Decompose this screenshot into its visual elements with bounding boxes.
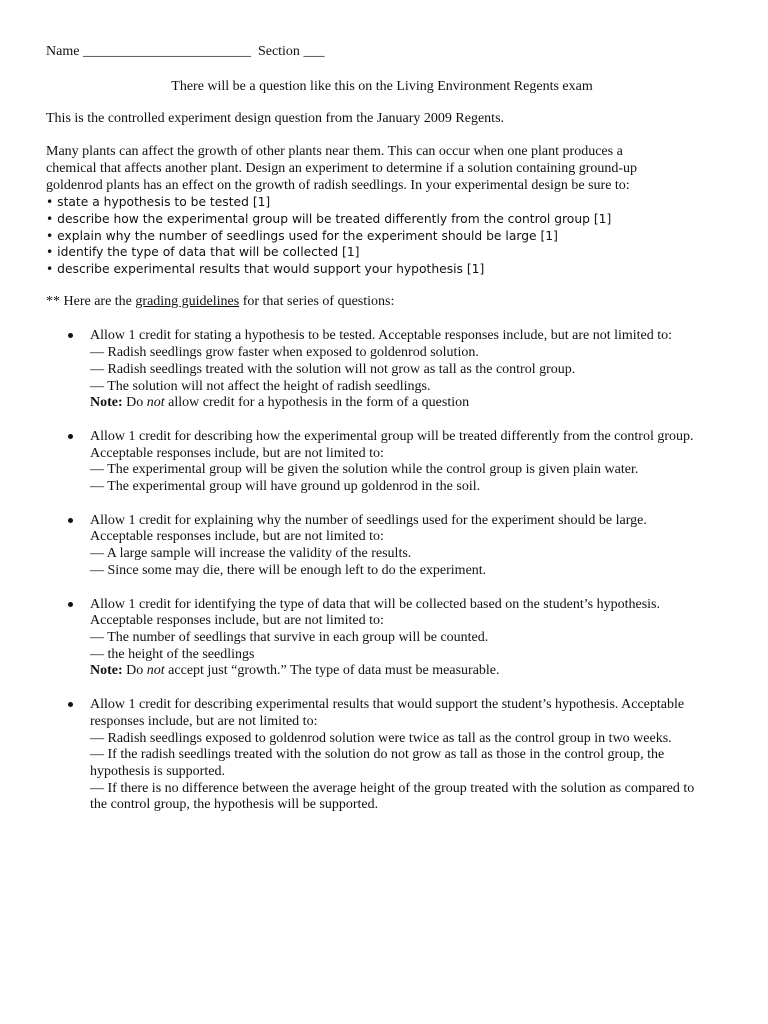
guideline-item	[46, 697, 718, 814]
note-label: Note:	[90, 395, 123, 411]
guideline-line: Allow 1 credit for describing experimental results that would support the student’s hypothesis. Acceptable	[90, 697, 685, 713]
section-label: Section	[257, 44, 300, 59]
guidelines-intro-suffix: for that series of questions:	[239, 293, 395, 309]
note-post: accept just “growth.” The type of data must be measurable.	[164, 663, 500, 679]
guidelines-intro-prefix: ** Here are the	[46, 293, 136, 309]
note-pre: Do	[122, 395, 147, 411]
page-title: There will be a question like this on the Living Environment Regents exam	[171, 78, 593, 94]
guideline-line: Allow 1 credit for identifying the type of data that will be collected based on the student’s hypothesis.	[90, 596, 660, 612]
grading-guidelines-list	[46, 328, 718, 814]
guideline-line: the control group, the hypothesis will be supported.	[90, 797, 379, 813]
requirement-item: • state a hypothesis to be tested [1]	[46, 195, 271, 210]
guideline-item	[46, 429, 718, 496]
guideline-line: — A large sample will increase the validity of the results.	[90, 546, 412, 562]
guideline-line: — Radish seedlings exposed to goldenrod solution were twice as tall as the control group in two weeks.	[90, 730, 672, 746]
guideline-line: responses include, but are not limited to:	[90, 713, 318, 729]
question-line: chemical that affects another plant. Design an experiment to determine if a solution containing ground-up	[46, 160, 638, 176]
intro-text: This is the controlled experiment design question from the January 2009 Regents.	[46, 111, 505, 127]
question-line: goldenrod plants has an effect on the growth of radish seedlings. In your experimental design be sure to:	[46, 177, 630, 193]
guideline-item	[46, 328, 718, 412]
bullet-icon	[68, 518, 73, 523]
guideline-line: — The experimental group will be given the solution while the control group is given plain water.	[90, 462, 639, 478]
guideline-line: Acceptable responses include, but are not limited to:	[90, 529, 384, 545]
guideline-item	[46, 597, 718, 681]
requirement-item: • describe how the experimental group will be treated differently from the control group [1]	[46, 211, 612, 226]
guideline-line: — The solution will not affect the height of radish seedlings.	[90, 378, 431, 394]
guideline-note	[90, 663, 718, 680]
guideline-line: — Radish seedlings grow faster when exposed to goldenrod solution.	[90, 345, 479, 361]
guideline-line: Allow 1 credit for describing how the experimental group will be treated differently from the control group.	[90, 428, 694, 444]
requirements-list	[46, 194, 718, 278]
name-label: Name	[46, 44, 80, 59]
note-pre: Do	[122, 663, 147, 679]
requirement-item: • identify the type of data that will be collected [1]	[46, 245, 360, 260]
guideline-line: — the height of the seedlings	[90, 646, 255, 662]
note-emphasis: not	[146, 395, 165, 411]
guideline-line: Acceptable responses include, but are not limited to:	[90, 613, 384, 629]
guideline-line: — Radish seedlings treated with the solution will not grow as tall as the control group.	[90, 361, 576, 377]
note-label: Note:	[90, 663, 123, 679]
guideline-line: — The experimental group will have ground up goldenrod in the soil.	[90, 479, 481, 495]
grading-guidelines-link[interactable]: grading guidelines	[135, 293, 240, 309]
note-emphasis: not	[146, 663, 165, 679]
requirement-item: • describe experimental results that would support your hypothesis [1]	[46, 262, 485, 277]
bullet-icon	[68, 333, 73, 338]
note-post: allow credit for a hypothesis in the form of a question	[164, 395, 470, 411]
section-blank: ___	[303, 44, 325, 59]
question-line: Many plants can affect the growth of other plants near them. This can occur when one plant produces a	[46, 144, 623, 160]
guideline-line: Acceptable responses include, but are not limited to:	[90, 445, 384, 461]
name-section-header	[46, 44, 718, 61]
bullet-icon	[68, 434, 73, 439]
guideline-note	[90, 395, 718, 412]
guideline-line: — The number of seedlings that survive in each group will be counted.	[90, 629, 489, 645]
guideline-line: — If the radish seedlings treated with the solution do not grow as tall as those in the control group, the	[90, 747, 665, 763]
bullet-icon	[68, 702, 73, 707]
name-blank: ________________________	[82, 44, 251, 59]
guideline-item	[46, 513, 718, 580]
guidelines-intro	[46, 294, 718, 311]
guideline-line: — Since some may die, there will be enough left to do the experiment.	[90, 562, 487, 578]
bullet-icon	[68, 602, 73, 607]
requirement-item: • explain why the number of seedlings used for the experiment should be large [1]	[46, 228, 558, 243]
question-paragraph	[46, 144, 718, 194]
guideline-line: Allow 1 credit for explaining why the number of seedlings used for the experiment should be large.	[90, 512, 647, 528]
guideline-line: hypothesis is supported.	[90, 763, 225, 779]
guideline-line: — If there is no difference between the average height of the group treated with the solution as compared to	[90, 780, 695, 796]
guideline-line: Allow 1 credit for stating a hypothesis to be tested. Acceptable responses include, but are not limited to:	[90, 328, 673, 344]
